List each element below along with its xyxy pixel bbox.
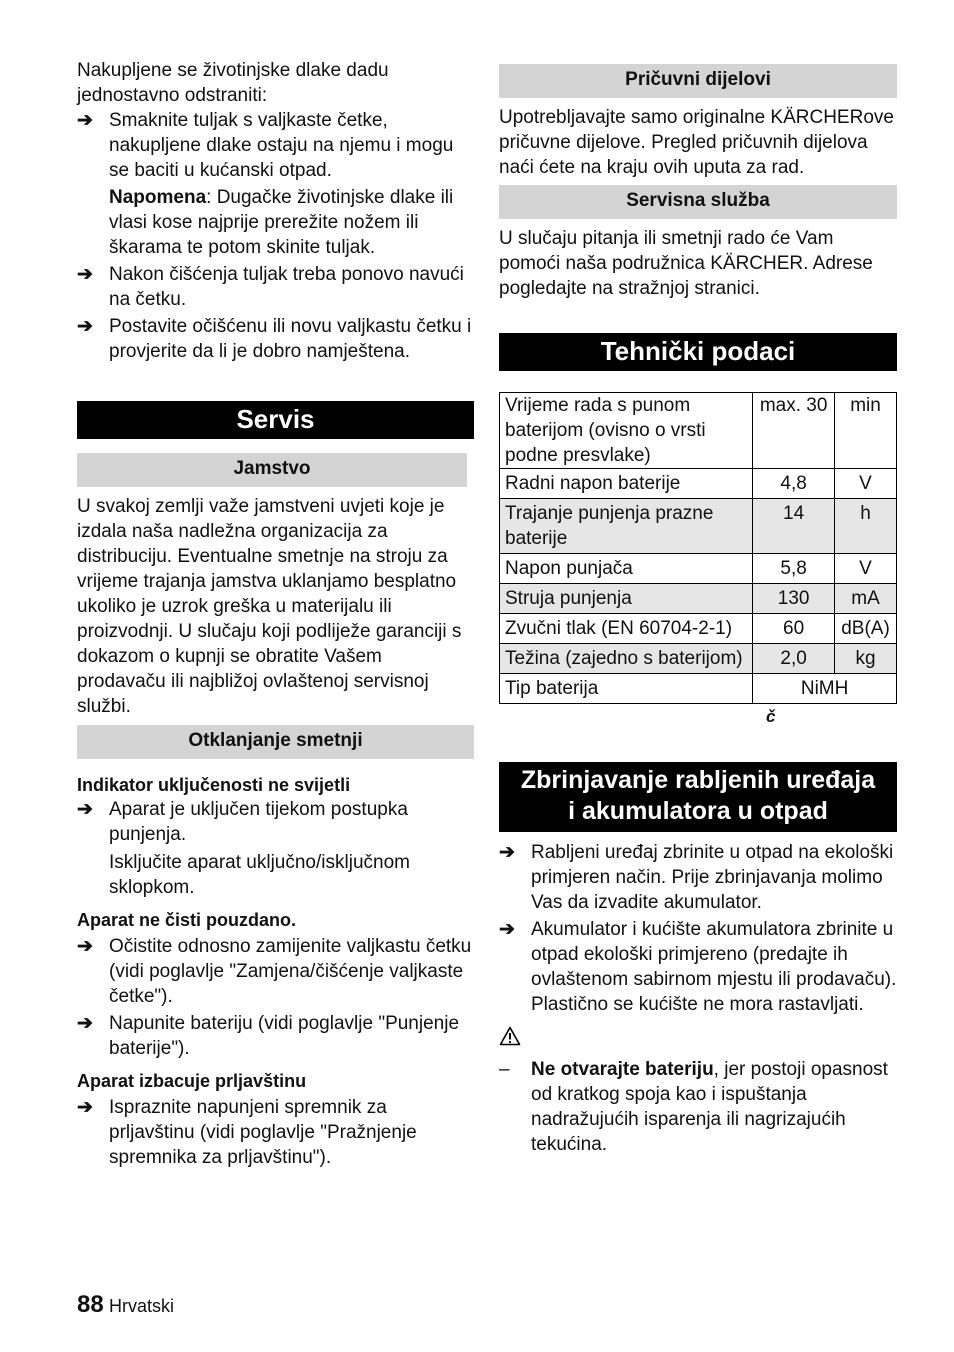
page-number: 88	[77, 1291, 104, 1318]
right-column	[499, 64, 897, 1157]
warning-rest: , jer postoji opasnost od kratkog spoja kao i ispuštanja nadražujućih isparenja ili nagrizajućih tekućina.	[531, 1059, 888, 1155]
tech-label: Napon punjača	[500, 554, 753, 584]
battery-label: Tip baterija	[500, 674, 753, 704]
intro-text: Nakupljene se životinjske dlake dadu jednostavno odstraniti:	[77, 60, 389, 106]
parts-heading: Pričuvni dijelovi	[499, 64, 897, 98]
fault-heading: Aparat izbacuje prljavštinu	[77, 1071, 307, 1091]
dash-mark: –	[499, 1059, 510, 1080]
fault-heading: Aparat ne čisti pouzdano.	[77, 910, 297, 930]
tech-label: Vrijeme rada s punom baterijom (ovisno o vrsti podne presvlake)	[500, 393, 753, 469]
jamstvo-text: U svakoj zemlji važe jamstveni uvjeti koje je izdala naša nadležna organizacija za distribuciju. Eventualne smetnje na stroju za vrijeme trajanja jamstva uklanjamo besplatno ukoliko je uzrok greška u materijalu ili proizvodnji. U slučaju koji podliježe garanciji s dokazom o kupnji se obratite Vašem prodavaču ili najbližoj ovlaštenoj servisnoj službi.	[77, 496, 462, 717]
warning-text	[531, 1057, 897, 1157]
jamstvo-heading: Jamstvo	[77, 453, 467, 487]
tech-unit: h	[835, 499, 897, 554]
list-item	[77, 1011, 474, 1061]
tech-label: Zvučni tlak (EN 60704-2-1)	[500, 614, 753, 644]
list-item	[77, 262, 474, 312]
tech-unit: V	[835, 554, 897, 584]
disposal-heading-line: Zbrinjavanje rabljenih uređaja	[520, 766, 876, 794]
arrow-icon: ➔	[77, 1097, 93, 1118]
tech-value: 130	[753, 584, 835, 614]
tech-value: 5,8	[753, 554, 835, 584]
tech-unit: mA	[835, 584, 897, 614]
service-text: U slučaju pitanja ili smetnji rado će Vam pomoći naša podružnica KÄRCHER. Adrese pogledajte na stražnjoj stranici.	[499, 228, 873, 299]
warning-item	[499, 1057, 897, 1157]
arrow-icon: ➔	[77, 316, 93, 337]
disposal-heading-line: i akumulatora u otpad	[568, 797, 828, 825]
step-text: Očistite odnosno zamijenite valjkastu četku (vidi poglavlje "Zamjena/čišćenje valjkaste četke").	[109, 936, 472, 1007]
list-item	[77, 934, 474, 1009]
list-item	[77, 314, 474, 364]
step-text: Nakon čišćenja tuljak treba ponovo navući na četku.	[109, 264, 464, 310]
step-text: Aparat je uključen tijekom postupka punjenja.	[109, 799, 408, 845]
arrow-icon: ➔	[77, 1013, 93, 1034]
step-text: Postavite očišćenu ili novu valjkastu četku i provjerite da li je dobro namještena.	[109, 316, 472, 362]
tech-unit: V	[835, 469, 897, 499]
tech-label: Radni napon baterije	[500, 469, 753, 499]
table-row	[500, 584, 897, 614]
arrow-icon: ➔	[77, 264, 93, 285]
page-footer	[77, 1292, 174, 1319]
list-item	[499, 917, 897, 1017]
tech-value: 2,0	[753, 644, 835, 674]
table-row	[500, 674, 897, 704]
tech-label: Struja punjenja	[500, 584, 753, 614]
note-text: : Dugačke životinjske dlake ili vlasi kose najprije prerežite nožem ili škarama te potom skinite tuljak.	[109, 187, 454, 258]
footnote-mark: č	[766, 707, 776, 726]
step-text: Rabljeni uređaj zbrinite u otpad na ekološki primjeren način. Prije zbrinjavanja molimo Vas da izvadite akumulator.	[531, 842, 894, 913]
arrow-icon: ➔	[499, 919, 515, 940]
table-row	[500, 499, 897, 554]
step-text: Smaknite tuljak s valjkaste četke, nakupljene dlake ostaju na njemu i mogu se baciti u kućanski otpad.	[109, 110, 454, 181]
tech-unit: dB(A)	[835, 614, 897, 644]
note-label: Napomena	[109, 187, 207, 208]
arrow-icon: ➔	[499, 842, 515, 863]
tech-label: Težina (zajedno s baterijom)	[500, 644, 753, 674]
parts-text: Upotrebljavajte samo originalne KÄRCHERove pričuvne dijelove. Pregled pričuvnih dijelova naći ćete na kraju ovih uputa za rad.	[499, 107, 894, 178]
arrow-icon: ➔	[77, 110, 93, 131]
page-language: Hrvatski	[108, 1296, 174, 1316]
disposal-heading	[499, 762, 897, 832]
table-row	[500, 614, 897, 644]
fault-extra-text: Isključite aparat uključno/isključnom sklopkom.	[109, 852, 410, 898]
service-heading: Servisna služba	[499, 185, 897, 219]
tech-table	[499, 392, 897, 704]
step-text: Akumulator i kućište akumulatora zbrinite u otpad ekološki primjereno (predajte ih ovlaštenom sabirnom mjestu ili prodavaču). Plastično se kućište ne mora rastavljati.	[531, 919, 897, 1015]
tech-unit: kg	[835, 644, 897, 674]
table-row	[500, 554, 897, 584]
step-text: Napunite bateriju (vidi poglavlje "Punjenje baterije").	[109, 1013, 460, 1059]
battery-value: NiMH	[753, 674, 897, 704]
table-row	[500, 469, 897, 499]
list-item	[77, 108, 474, 183]
tech-heading: Tehnički podaci	[499, 333, 897, 371]
list-item	[499, 840, 897, 915]
list-item	[77, 797, 474, 847]
tech-value: 14	[753, 499, 835, 554]
tech-value: max. 30	[753, 393, 835, 469]
arrow-icon: ➔	[77, 936, 93, 957]
arrow-icon: ➔	[77, 799, 93, 820]
left-column	[77, 58, 474, 1170]
tech-value: 60	[753, 614, 835, 644]
fault-heading: Indikator uključenosti ne svijetli	[77, 775, 351, 795]
servis-heading: Servis	[77, 401, 474, 439]
tech-label: Trajanje punjenja prazne baterije	[500, 499, 753, 554]
note	[77, 185, 474, 260]
tech-value: 4,8	[753, 469, 835, 499]
warning-bold: Ne otvarajte bateriju	[531, 1059, 714, 1080]
tech-unit: min	[835, 393, 897, 469]
step-text: Ispraznite napunjeni spremnik za prljavštinu (vidi poglavlje "Pražnjenje spremnika za prljavštinu").	[109, 1097, 417, 1168]
smetnje-heading: Otklanjanje smetnji	[77, 725, 474, 759]
list-item	[77, 1095, 474, 1170]
warning-triangle-icon	[499, 1026, 897, 1048]
table-row	[500, 644, 897, 674]
table-row	[500, 393, 897, 469]
warning-triangle-icon-svg	[499, 1026, 521, 1046]
